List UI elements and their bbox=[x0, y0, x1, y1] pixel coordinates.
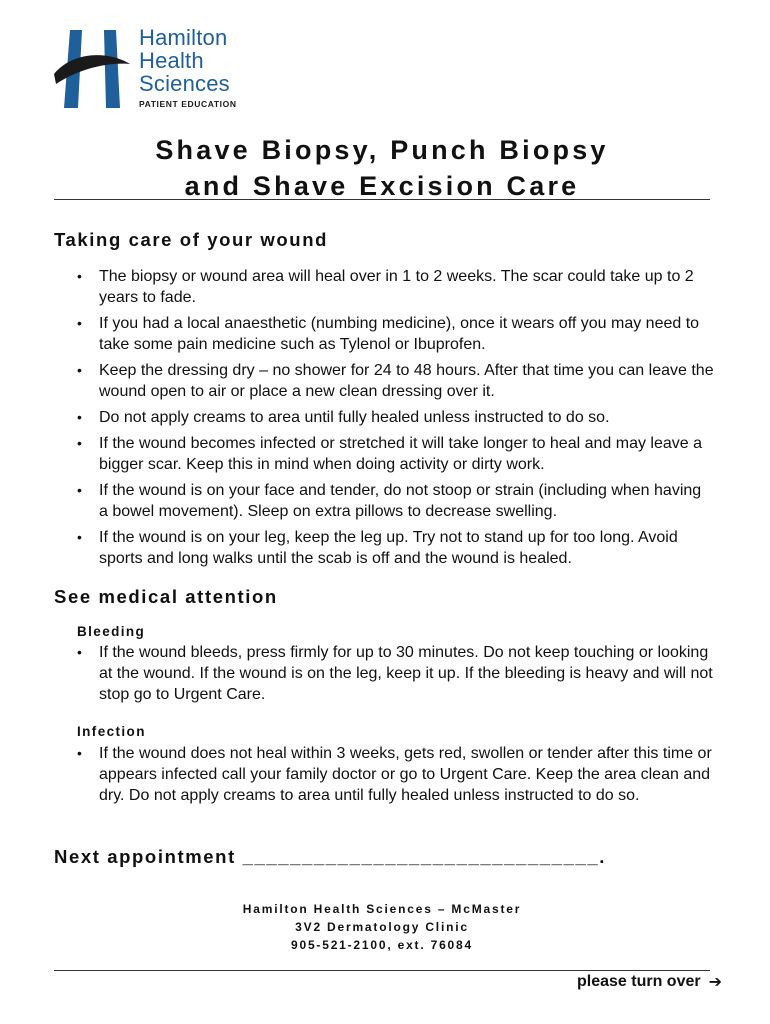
turn-over-note bbox=[577, 972, 722, 992]
list-item bbox=[54, 642, 714, 705]
bullet-icon: • bbox=[77, 315, 82, 331]
bullet-icon: • bbox=[77, 435, 82, 451]
wound-care-list bbox=[54, 266, 714, 574]
footer-divider bbox=[54, 970, 710, 971]
bleeding-list bbox=[54, 642, 714, 710]
clinic-phone: 905-521-2100, ext. 76084 bbox=[291, 938, 473, 952]
list-item bbox=[54, 360, 714, 402]
list-item-text: If the wound bleeds, press firmly for up to 30 minutes. Do not keep touching or looking at the wound. If the wound is on the leg, keep it up. If the bleeding is heavy and will not stop go to Urgent Care. bbox=[99, 644, 713, 703]
list-item-text: If the wound becomes infected or stretched it will take longer to heal and may leave a bigger scar. Keep this in mind when doing activity or dirty work. bbox=[99, 435, 703, 473]
bullet-icon: • bbox=[77, 745, 82, 761]
list-item-text: If the wound does not heal within 3 weeks, gets red, swollen or tender after this time or appears infected call your family doctor or go to Urgent Care. Keep the area clean and dry. Do not apply creams to area until fully healed unless instructed to do so. bbox=[99, 745, 712, 804]
bullet-icon: • bbox=[77, 482, 82, 498]
medical-attention-heading: See medical attention bbox=[54, 586, 278, 607]
title-divider bbox=[54, 199, 710, 200]
list-item bbox=[54, 480, 714, 522]
arrow-right-icon: ➔ bbox=[708, 974, 722, 991]
wound-care-heading: Taking care of your wound bbox=[54, 229, 329, 250]
list-item-text: Keep the dressing dry – no shower for 24 to 48 hours. After that time you can leave the wound open to air or place a new clean dressing over it. bbox=[99, 362, 714, 400]
page-title bbox=[54, 132, 710, 204]
list-item bbox=[54, 313, 714, 355]
list-item bbox=[54, 527, 714, 569]
logo-line-sciences: Sciences bbox=[139, 71, 230, 96]
bullet-icon: • bbox=[77, 409, 82, 425]
list-item-text: Do not apply creams to area until fully healed unless instructed to do so. bbox=[99, 409, 610, 426]
list-item bbox=[54, 743, 714, 806]
logo-subtitle: PATIENT EDUCATION bbox=[139, 99, 237, 109]
list-item-text: If you had a local anaesthetic (numbing medicine), once it wears off you may need to take some pain medicine such as Tylenol or Ibuprofen. bbox=[99, 315, 700, 353]
infection-heading: Infection bbox=[77, 724, 146, 739]
clinic-department: 3V2 Dermatology Clinic bbox=[295, 920, 469, 934]
list-item bbox=[54, 407, 714, 428]
list-item-text: If the wound is on your leg, keep the leg up. Try not to stand up for too long. Avoid sports and long walks until the scab is off and the wound is healed. bbox=[99, 529, 678, 567]
clinic-name: Hamilton Health Sciences – McMaster bbox=[242, 902, 522, 916]
turn-over-label: please turn over bbox=[576, 973, 701, 990]
clinic-contact bbox=[54, 900, 710, 954]
list-item bbox=[54, 433, 714, 475]
list-item bbox=[54, 266, 714, 308]
bleeding-heading: Bleeding bbox=[77, 624, 146, 639]
list-item-text: The biopsy or wound area will heal over in 1 to 2 weeks. The scar could take up to 2 years to fade. bbox=[99, 268, 694, 306]
bullet-icon: • bbox=[77, 644, 82, 660]
logo-line-hamilton: Hamilton bbox=[139, 25, 228, 50]
logo-wordmark bbox=[139, 26, 237, 109]
page-title-line-1: Shave Biopsy, Punch Biopsy bbox=[155, 135, 609, 165]
bullet-icon: • bbox=[77, 529, 82, 545]
list-item-text: If the wound is on your face and tender, do not stoop or strain (including when having a bowel movement). Sleep on extra pillows to decrease swelling. bbox=[99, 482, 702, 520]
infection-list bbox=[54, 743, 714, 811]
bullet-icon: • bbox=[77, 362, 82, 378]
page-title-line-2: and Shave Excision Care bbox=[184, 171, 580, 201]
next-appointment-field: Next appointment ______________________________. bbox=[54, 846, 606, 867]
bullet-icon: • bbox=[77, 268, 82, 284]
logo-line-health: Health bbox=[139, 48, 204, 73]
